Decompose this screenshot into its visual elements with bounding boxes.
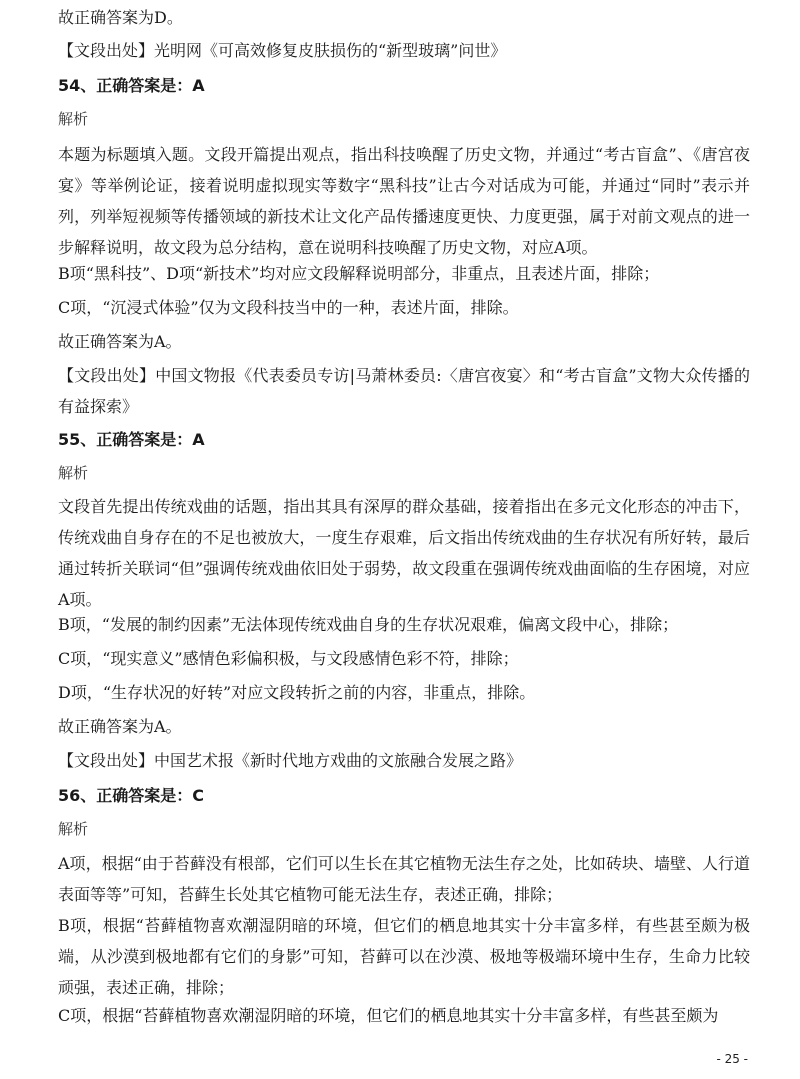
analysis-paragraph: 本题为标题填入题。文段开篇提出观点，指出科技唤醒了历史文物，并通过“考古盲盒”、《唐宫夜宴》等举例论证，接着说明虚拟现实等数字“黑科技”让古今对话成为可能，并通过“同时”表示并列，列举短视频等传播领域的新技术让文化产品传播速度更快、力度更强，属于对前文观点的进一步解释说明，故文段为总分结构，意在说明科技唤醒了历史文物，对应A项。 [58, 145, 750, 257]
analysis-paragraph: B项，根据“苔藓植物喜欢潮湿阴暗的环境，但它们的栖息地其实十分丰富多样，有些甚至颇为极端，从沙漠到极地都有它们的身影”可知，苔藓可以在沙漠、极地等极端环境中生存，生命力比较顽强，表述正确，排除； [58, 916, 750, 997]
source-line: 【文段出处】中国艺术报《新时代地方戏曲的文旅融合发展之路》 [58, 751, 523, 770]
analysis-paragraph: D项，“生存状况的好转”对应文段转折之前的内容，非重点，排除。 [58, 683, 536, 702]
page-number: - 25 - [716, 1052, 748, 1066]
answer-line: 故正确答案为D。 [58, 8, 183, 27]
question-56-heading: 56、正确答案是：C [58, 786, 205, 805]
analysis-label: 解析 [58, 820, 89, 838]
analysis-paragraph: B项“黑科技”、D项“新技术”均对应文段解释说明部分，非重点，且表述片面，排除； [58, 264, 660, 283]
analysis-paragraph: B项，“发展的制约因素”无法体现传统戏曲自身的生存状况艰难，偏离文段中心，排除； [58, 615, 679, 634]
analysis-label: 解析 [58, 110, 89, 128]
analysis-label: 解析 [58, 464, 89, 482]
source-line: 【文段出处】光明网《可高效修复皮肤损伤的“新型玻璃”问世》 [58, 41, 507, 60]
answer-line: 故正确答案为A。 [58, 717, 182, 736]
analysis-paragraph: C项，根据“苔藓植物喜欢潮湿阴暗的环境，但它们的栖息地其实十分丰富多样，有些甚至颇为 [58, 1006, 719, 1025]
analysis-paragraph: C项，“沉浸式体验”仅为文段科技当中的一种，表述片面，排除。 [58, 298, 519, 317]
analysis-paragraph: A项，根据“由于苔藓没有根部，它们可以生长在其它植物无法生存之处，比如砖块、墙壁、人行道表面等等”可知，苔藓生长处其它植物可能无法生存，表述正确，排除； [58, 854, 750, 904]
answer-line: 故正确答案为A。 [58, 332, 182, 351]
question-55-heading: 55、正确答案是：A [58, 430, 205, 449]
question-54-heading: 54、正确答案是：A [58, 76, 205, 95]
analysis-paragraph: C项，“现实意义”感情色彩偏积极，与文段感情色彩不符，排除； [58, 649, 519, 668]
analysis-paragraph: 文段首先提出传统戏曲的话题，指出其具有深厚的群众基础，接着指出在多元文化形态的冲击下，传统戏曲自身存在的不足也被放大，一度生存艰难，后文指出传统戏曲的生存状况有所好转，最后通过转折关联词“但”强调传统戏曲依旧处于弱势，故文段重在强调传统戏曲面临的生存困境，对应A项。 [58, 497, 750, 609]
source-line: 【文段出处】中国文物报《代表委员专访|马萧林委员:〈唐宫夜宴〉和“考古盲盒”文物大众传播的有益探索》 [58, 366, 750, 416]
